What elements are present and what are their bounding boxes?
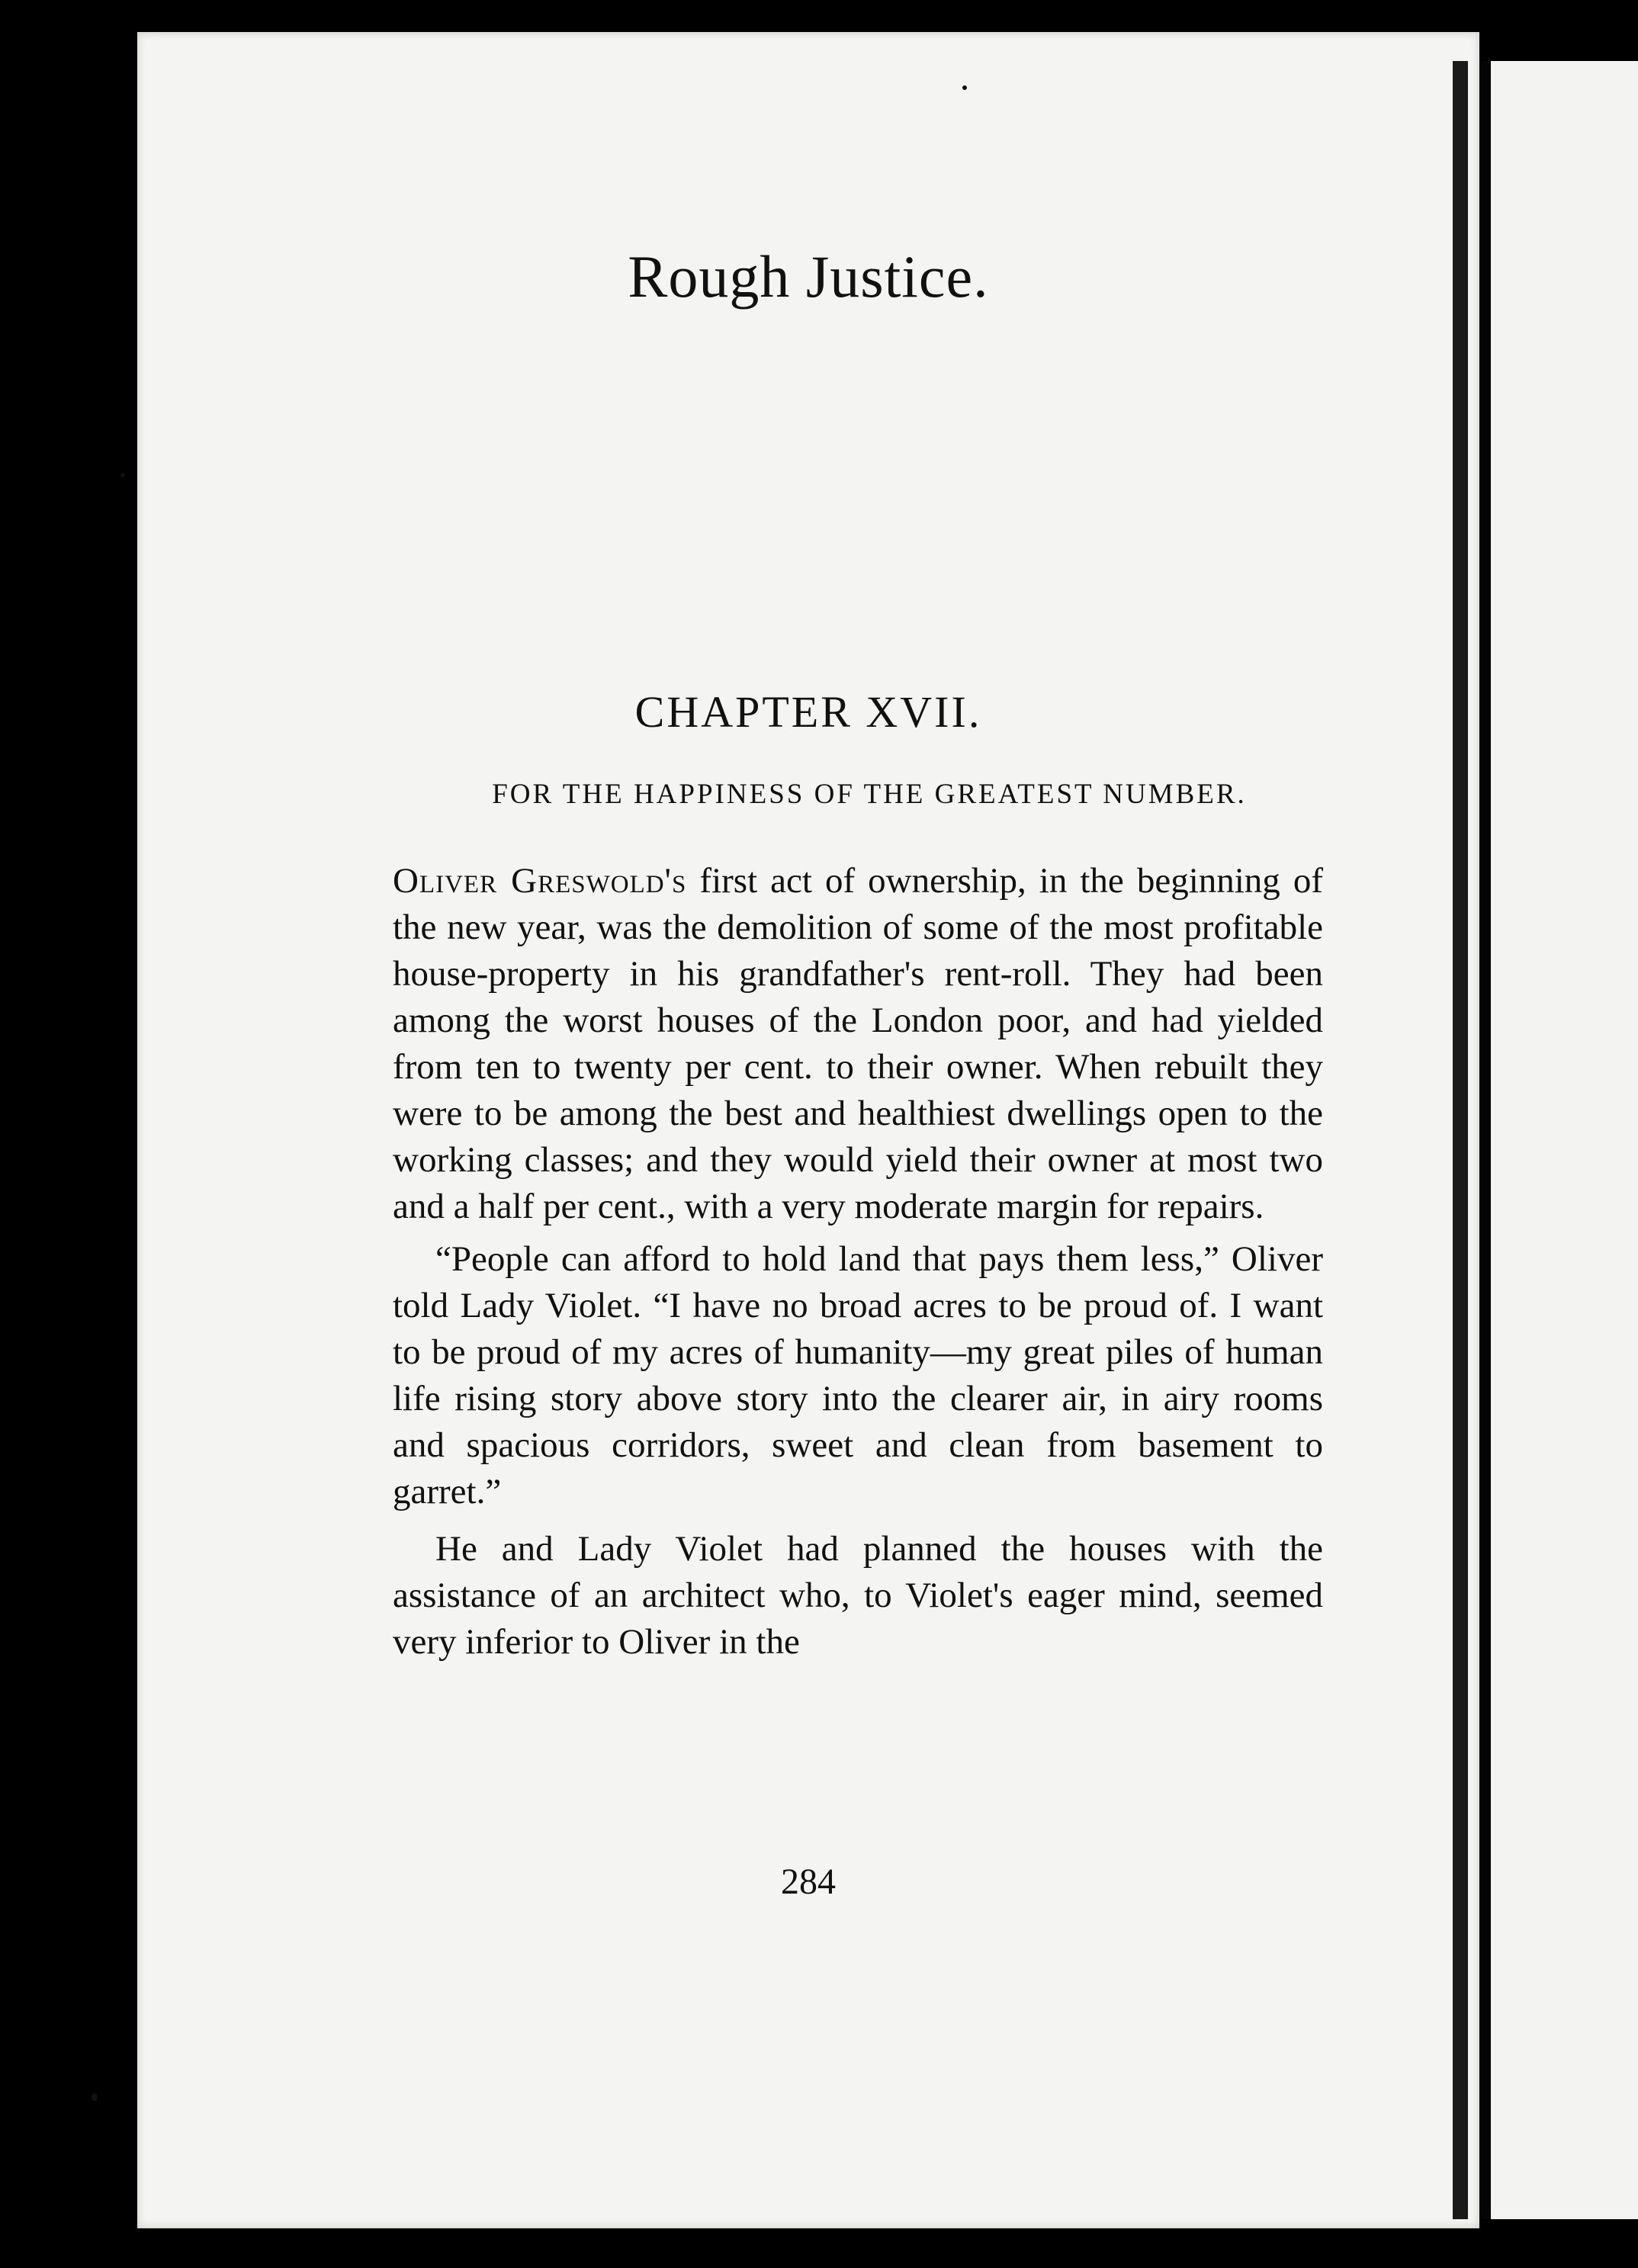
paragraph-1 — [393, 858, 1323, 1230]
paragraph-lead-in: Oliver Greswold's — [393, 861, 687, 901]
chapter-subtitle: FOR THE HAPPINESS OF THE GREATEST NUMBER. — [492, 779, 1247, 810]
print-speck — [120, 473, 125, 477]
page-number: 284 — [781, 1862, 836, 1902]
running-head: Rough Justice. — [628, 243, 989, 310]
print-speck — [92, 2093, 98, 2101]
paragraph-3: He and Lady Violet had planned the houses with the assistance of an architect who, to Violet's eager mind, seemed very inferior to Oliver in the — [393, 1529, 1323, 1662]
paragraph-2: “People can afford to hold land that pays them less,” Oliver told Lady Violet. “I have no broad acres to be proud of. I want to be proud of my acres of humanity—my great piles of human life rising story above story into the clearer air, in airy rooms and spacious corridors, sweet and clean from basement to garret.” — [393, 1239, 1323, 1511]
next-page-edge — [1479, 61, 1491, 2219]
print-speck — [962, 85, 967, 90]
chapter-body — [393, 858, 1323, 1666]
facing-page-fragment — [1491, 61, 1638, 2219]
chapter-title: CHAPTER XVII. — [634, 687, 982, 737]
paragraph-1-text: first act of ownership, in the beginning of the new year, was the demolition of some of the most profitable house-property in his grandfather's rent-roll. They had been among the worst houses of the London poor, and had yielded from ten to twenty per cent. to their owner. When rebuilt they were to be among the best and healthiest dwellings open to the working classes; and they would yield their owner at most two and a half per cent., with a very moderate margin for repairs. — [393, 861, 1323, 1226]
